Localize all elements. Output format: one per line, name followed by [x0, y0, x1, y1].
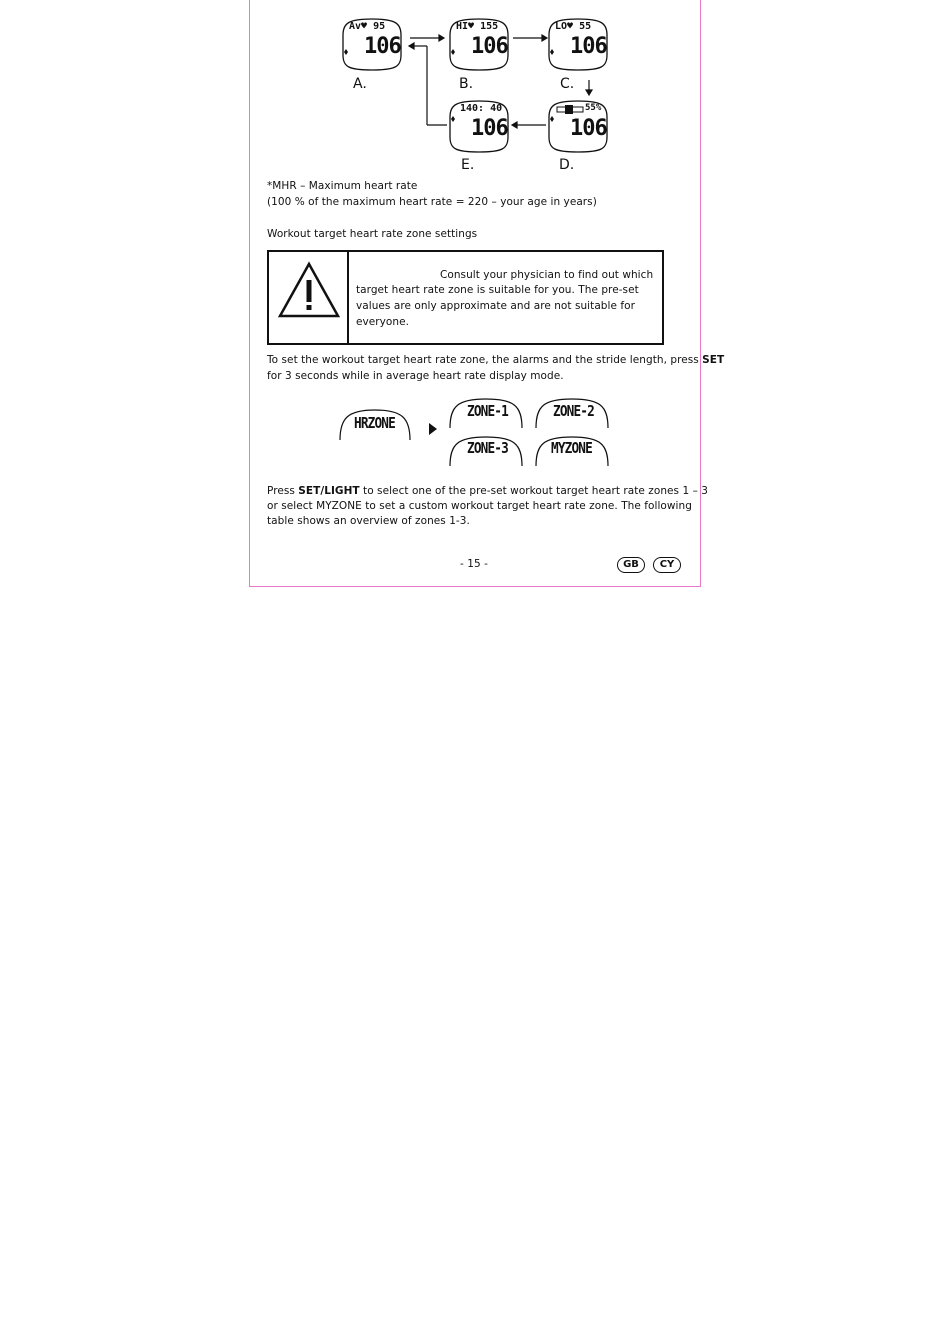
watch-e-top: 140: 40 [460, 103, 503, 114]
watch-display-e [446, 99, 512, 154]
para1-line-1 [267, 353, 724, 369]
lcd-zone-1: ZONE-1 [467, 402, 508, 420]
footnote-line-1: *MHR – Maximum heart rate [267, 180, 418, 192]
watch-d-main: 106 [570, 116, 607, 141]
para2-line-1 [267, 484, 708, 500]
set-key-label: SET [702, 354, 725, 366]
manual-page [249, 0, 725, 587]
label-c: C. [560, 76, 575, 92]
watch-display-c [545, 17, 611, 72]
warning-triangle-icon [277, 260, 341, 320]
footnote-line-2: (100 % of the maximum heart rate = 220 – your age in years) [267, 196, 597, 208]
warning-line-1: Consult your physician to find out which [440, 269, 654, 281]
para2-line-3: table shows an overview of zones 1-3. [267, 515, 470, 527]
warning-box [267, 250, 664, 345]
watch-e-main: 106 [471, 116, 508, 141]
set-light-key-label: SET/LIGHT [298, 485, 360, 497]
para2-text-c: to select one of the pre-set workout target heart rate zones 1 – 3 [359, 485, 708, 497]
language-badge-gb: GB [617, 557, 645, 573]
watch-display-a [339, 17, 405, 72]
language-badge-cy: CY [653, 557, 681, 573]
watch-a-main: 106 [364, 34, 401, 59]
page-number: - 15 - [460, 558, 488, 570]
label-b: B. [459, 76, 474, 92]
lcd-hrzone: HRZONE [354, 414, 395, 432]
next-arrow-icon [429, 423, 437, 435]
label-a: A. [353, 76, 367, 92]
lcd-myzone: MYZONE [551, 439, 592, 457]
watch-display-d [545, 99, 611, 154]
lcd-zone-3: ZONE-3 [467, 439, 508, 457]
lcd-zone-2: ZONE-2 [553, 402, 594, 420]
warning-line-4: everyone. [356, 316, 409, 328]
watch-display-b [446, 17, 512, 72]
warning-line-3: values are only approximate and are not suitable for [356, 300, 635, 312]
warning-line-2: target heart rate zone is suitable for you. The pre-set [356, 284, 639, 296]
section-title: Workout target heart rate zone settings [267, 228, 478, 240]
watch-c-main: 106 [570, 34, 607, 59]
warning-divider [347, 252, 349, 343]
label-d: D. [559, 157, 575, 173]
para1-text: To set the workout target heart rate zone, the alarms and the stride length, press [267, 354, 703, 366]
para1-line-2: for 3 seconds while in average heart rate display mode. [267, 370, 564, 382]
watch-b-main: 106 [471, 34, 508, 59]
label-e: E. [461, 157, 475, 173]
watch-a-top: Av♥ 95 [349, 21, 386, 32]
para2-text-a: Press [267, 485, 299, 497]
watch-d-top: 55% [585, 103, 602, 113]
watch-b-top: HI♥ 155 [456, 21, 499, 32]
watch-c-top: LO♥ 55 [555, 21, 592, 32]
para2-line-2: or select MYZONE to set a custom workout target heart rate zone. The following [267, 500, 692, 512]
